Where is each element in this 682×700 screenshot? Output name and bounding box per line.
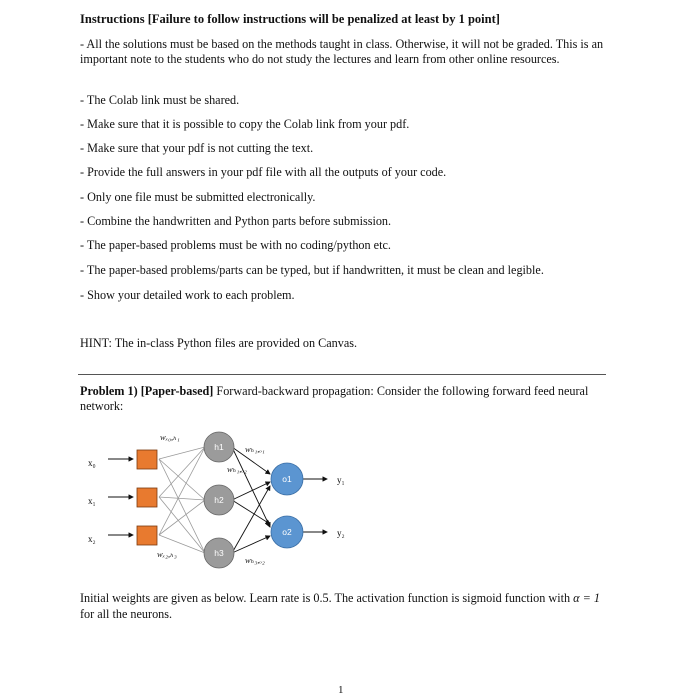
input-arrows: [108, 459, 133, 535]
input-label-x2: x₂: [88, 534, 96, 544]
hidden-node-label: h3: [214, 548, 224, 558]
instruction-item: - Make sure that it is possible to copy the Colab link from your pdf.: [80, 117, 410, 131]
input-node-x1: [137, 488, 157, 507]
instruction-item: - The paper-based problems/parts can be typed, but if handwritten, it must be clean and legible.: [80, 263, 544, 277]
instruction-item: - Provide the full answers in your pdf file with all the outputs of your code.: [80, 165, 447, 179]
problem-closing-text: [80, 591, 600, 622]
input-label-x0: x₀: [88, 458, 96, 468]
weight-label-h1-o1: wₕ₁,ₒ₁: [245, 444, 265, 454]
problem-text: Forward-backward propagation: Consider the following forward feed neural network:: [80, 384, 589, 413]
closing-text-end: for all the neurons.: [80, 606, 173, 621]
input-hidden-connections: [159, 447, 205, 553]
instruction-item-methods: - All the solutions must be based on the methods taught in class. Otherwise, it will not be graded. This is an important note to the students who do not study the lectures and learn from other online resources.: [80, 37, 604, 66]
alpha-expression: α = 1: [573, 591, 600, 605]
instruction-item: - Only one file must be submitted electronically.: [80, 190, 316, 204]
target-label-y2: y₂: [337, 528, 345, 538]
hint-text: HINT: The in-class Python files are provided on Canvas.: [80, 336, 358, 350]
instruction-item: - Show your detailed work to each problem.: [80, 288, 295, 302]
input-node-x0: [137, 450, 157, 469]
weight-label-h1-o2: wₕ₁,ₒ₂: [227, 464, 247, 474]
instruction-item: - The Colab link must be shared.: [80, 93, 240, 107]
weight-label-x2-h3: wₓ₂,ₕ₃: [157, 549, 177, 559]
hidden-output-connections: [232, 447, 270, 553]
output-arrows: [303, 479, 327, 532]
hidden-node-label: h1: [214, 442, 224, 452]
instruction-item: - Make sure that your pdf is not cutting the text.: [80, 141, 314, 155]
instructions-heading: Instructions [Failure to follow instructions will be penalized at least by 1 point]: [80, 12, 500, 26]
input-label-x1: x₁: [88, 496, 96, 506]
output-node-label: o2: [282, 527, 292, 537]
instruction-item: - Combine the handwritten and Python parts before submission.: [80, 214, 392, 228]
target-label-y1: y₁: [337, 475, 345, 485]
page-number: 1: [338, 684, 344, 696]
instruction-item: - The paper-based problems must be with no coding/python etc.: [80, 238, 391, 252]
input-node-x2: [137, 526, 157, 545]
closing-text-start: Initial weights are given as below. Learn rate is 0.5. The activation function is sigmoid function with: [80, 591, 574, 605]
output-node-label: o1: [282, 474, 292, 484]
hidden-node-label: h2: [214, 495, 224, 505]
problem-label: Problem 1) [Paper-based]: [80, 384, 214, 398]
weight-label-h3-o2: wₕ₃,ₒ₂: [245, 555, 265, 565]
weight-label-x0-h1: wₓ₀,ₕ₁: [160, 432, 180, 442]
